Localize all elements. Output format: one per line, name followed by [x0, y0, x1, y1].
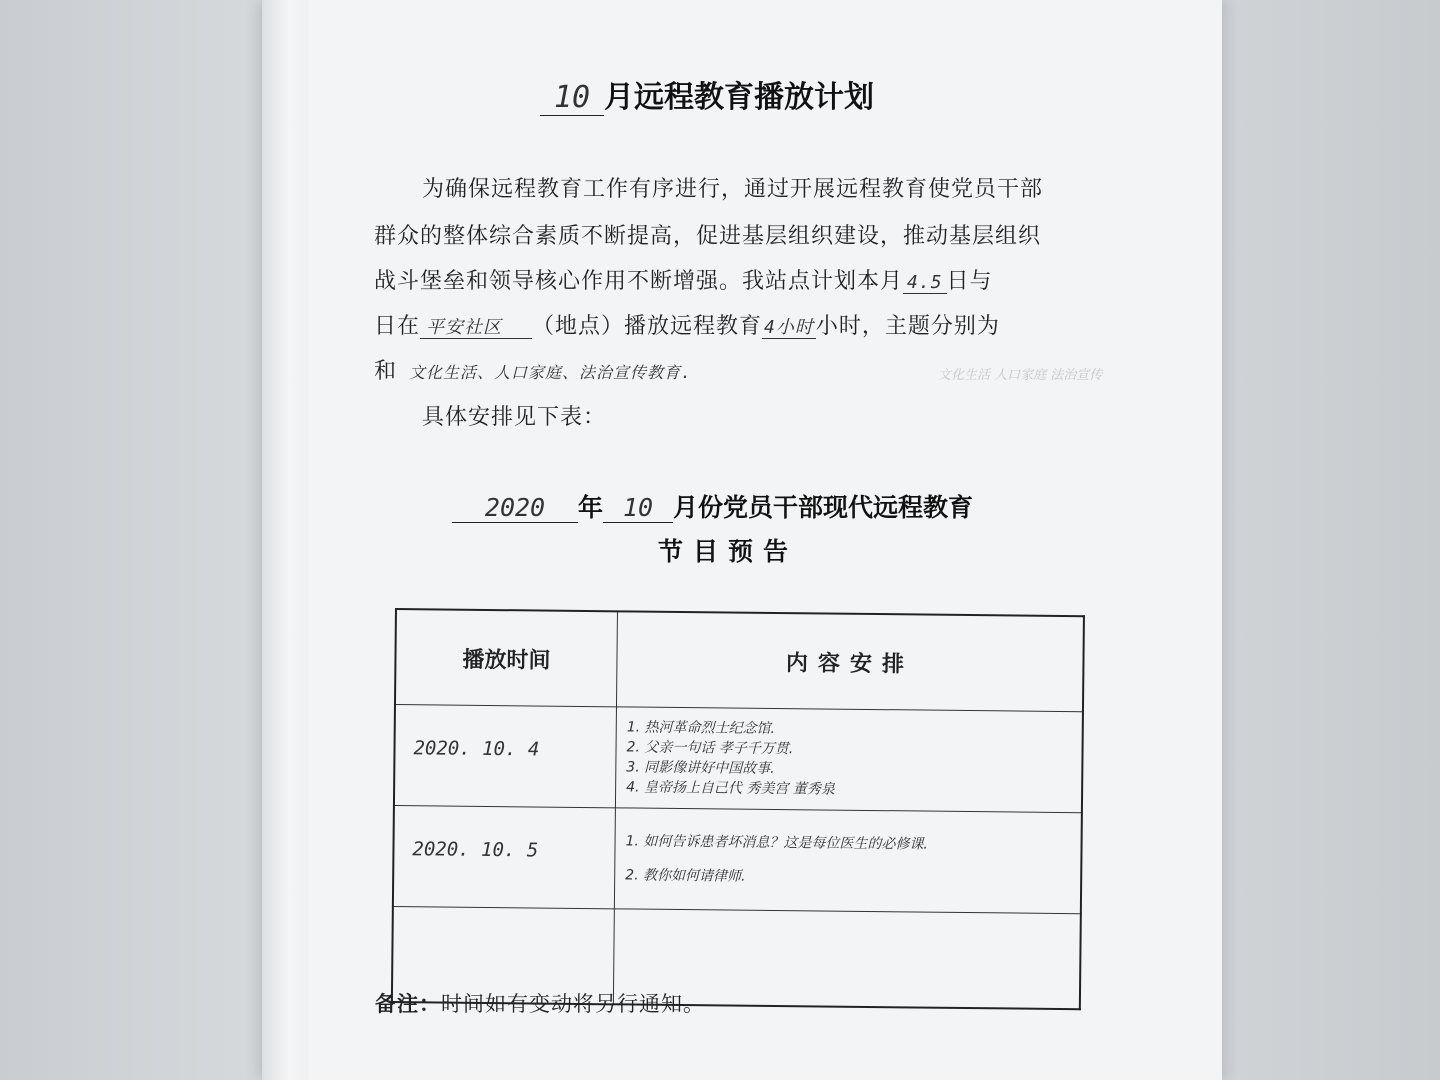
hours-blank: 4小时 [764, 317, 814, 338]
row-content [614, 808, 1082, 914]
year-label: 年 [578, 493, 604, 522]
content-item: 3. 同影像讲好中国故事. [626, 759, 775, 777]
para-line-4-end: 小时，主题分别为 [815, 314, 1000, 339]
place-blank: 平安社区 [420, 317, 532, 339]
schedule-month-blank: 10 [603, 493, 673, 523]
days-blank: 4.5 [903, 272, 947, 294]
para-line-3 [374, 258, 993, 306]
para-line-4-text: 日在 [374, 314, 421, 339]
table-row [393, 805, 1082, 913]
schedule-subtitle: 节目预告 [658, 537, 799, 566]
page-fold-shadow [262, 0, 308, 1080]
para-line-3-text: 战斗堡垒和领导核心作用不断增强。我站点计划本月 [374, 269, 904, 294]
content-item: 2. 教你如何请律师. [625, 867, 746, 885]
para-line-6: 具体安排见下表： [422, 405, 607, 430]
para-line-3-end: 日与 [946, 269, 993, 294]
para-line-2: 群众的整体综合素质不断提高，促进基层组织建设，推动基层组织 [374, 224, 1042, 249]
row-time: 2020. 10. 4 [394, 705, 617, 808]
row-content [615, 707, 1083, 813]
para-line-4 [374, 303, 1000, 351]
footnote [375, 988, 705, 1018]
content-item: 2. 父亲一句话 孝子千万贯. [626, 739, 794, 758]
year-blank: 2020 [452, 493, 578, 523]
row-time: 2020. 10. 5 [393, 805, 616, 908]
para-line-1: 为确保远程教育工作有序进行，通过开展远程教育使党员干部 [422, 177, 1044, 202]
header-time: 播放时间 [395, 609, 617, 707]
content-item: 4. 皇帝扬上自己代 秀美宫 董秀泉 [626, 779, 835, 798]
header-content: 内容安排 [616, 611, 1083, 711]
table-header-row [395, 609, 1084, 712]
schedule-table [391, 608, 1085, 1010]
footnote-label: 备注： [375, 992, 441, 1016]
table-row [394, 705, 1083, 813]
title-month-blank: 10 [540, 80, 604, 116]
para-line-4-mid: （地点）播放远程教育 [532, 314, 763, 339]
title-text: 月远程教育播放计划 [604, 80, 874, 115]
schedule-title-text: 月份党员干部现代远程教育 [673, 493, 974, 522]
para-line-5-text: 和 [374, 359, 398, 384]
content-item: 1. 热河革命烈士纪念馆. [626, 719, 776, 737]
faint-bleedthrough-text: 文化生活 人口家庭 法治宣传 [938, 368, 1103, 383]
content-item: 1. 如何告诉患者坏消息？这是每位医生的必修课. [625, 833, 928, 853]
footnote-text: 时间如有变动将另行通知。 [441, 992, 705, 1016]
para-line-5 [374, 348, 696, 396]
plan-title [540, 72, 874, 116]
schedule-title [452, 488, 973, 524]
themes-blank: 文化生活、人口家庭、法治宣传教育. [409, 363, 692, 382]
